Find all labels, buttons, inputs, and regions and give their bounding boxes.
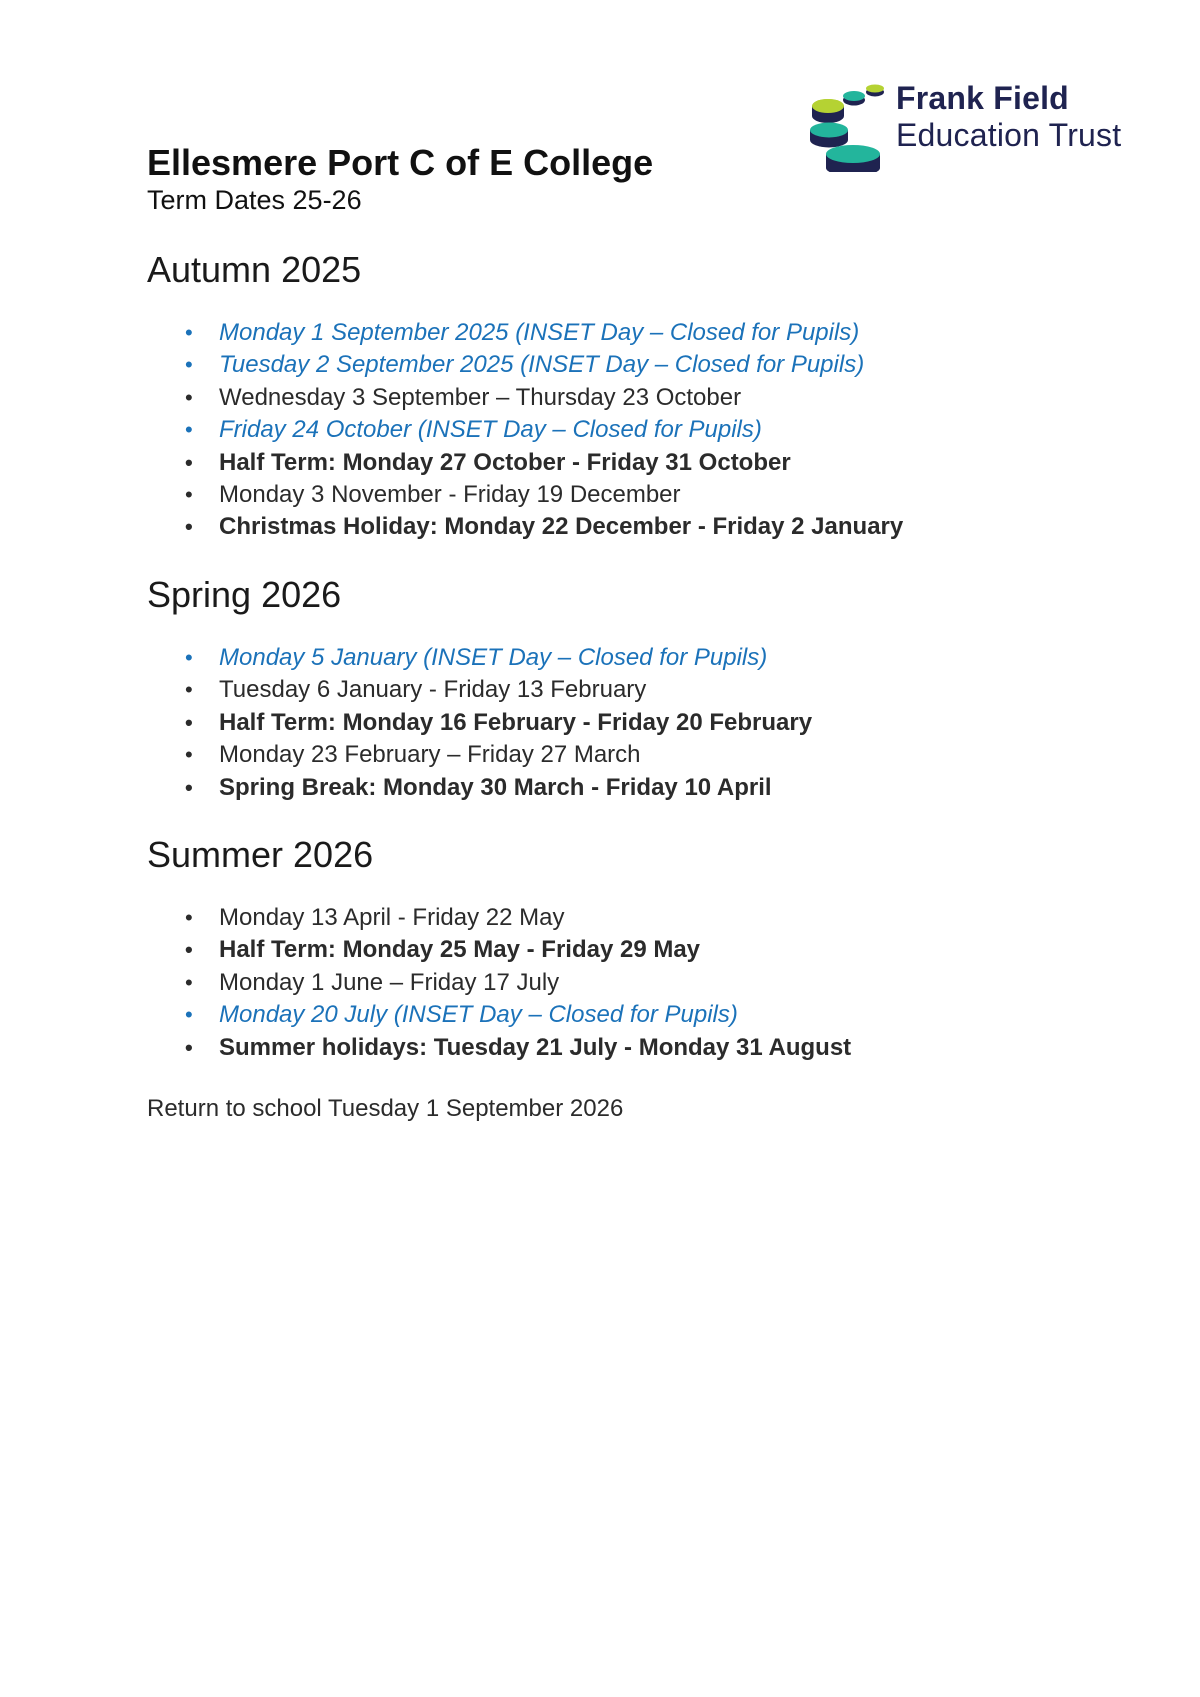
- term-date-item: [147, 772, 812, 804]
- term-date-item: [147, 934, 851, 966]
- term-date-item: [147, 1032, 851, 1064]
- term-date-text: Monday 20 July (INSET Day – Closed for Pupils): [219, 1001, 738, 1029]
- summer-term-section: [147, 834, 851, 1064]
- term-date-text: Monday 23 February – Friday 27 March: [219, 741, 641, 769]
- bullet-icon: •: [185, 320, 193, 345]
- term-date-text: Wednesday 3 September – Thursday 23 October: [219, 383, 742, 411]
- bullet-icon: •: [185, 1034, 193, 1060]
- bullet-icon: •: [185, 969, 193, 995]
- spring-term-list: [147, 642, 812, 804]
- spring-term-section: [147, 574, 812, 804]
- term-date-item: [147, 902, 851, 934]
- bullet-icon: •: [185, 677, 193, 703]
- spring-term-heading: Spring 2026: [147, 574, 342, 615]
- term-date-text: Half Term: Monday 25 May - Friday 29 May: [219, 936, 701, 964]
- bullet-icon: •: [185, 905, 193, 930]
- term-date-text: Half Term: Monday 16 February - Friday 20 February: [219, 708, 813, 736]
- bullet-icon: •: [185, 482, 193, 508]
- term-date-text: Monday 5 January (INSET Day – Closed for Pupils): [219, 644, 768, 671]
- term-date-item: [147, 479, 903, 511]
- document-subtitle: Term Dates 25-26: [147, 185, 362, 215]
- term-date-item: [147, 707, 812, 739]
- term-date-text: Summer holidays: Tuesday 21 July - Monday 31 August: [219, 1033, 852, 1061]
- bullet-icon: •: [185, 352, 193, 378]
- autumn-term-section: [147, 249, 903, 544]
- bullet-icon: •: [185, 384, 193, 410]
- logo-text-line1: Frank Field: [896, 80, 1069, 116]
- bullet-icon: •: [185, 742, 193, 768]
- bullet-icon: •: [185, 514, 193, 540]
- term-date-text: Monday 1 September 2025 (INSET Day – Closed for Pupils): [219, 319, 860, 346]
- term-date-text: Tuesday 6 January - Friday 13 February: [219, 676, 647, 704]
- term-date-text: Christmas Holiday: Monday 22 December - Friday 2 January: [219, 513, 904, 541]
- bullet-icon: •: [185, 449, 193, 475]
- document-header: [147, 142, 653, 216]
- term-date-item: [147, 349, 903, 381]
- term-date-item: [147, 447, 903, 479]
- autumn-term-heading: Autumn 2025: [147, 249, 362, 290]
- term-date-text: Tuesday 2 September 2025 (INSET Day – Closed for Pupils): [219, 351, 865, 379]
- summer-term-list: [147, 902, 851, 1064]
- bullet-icon: •: [185, 709, 193, 735]
- term-date-text: Monday 1 June – Friday 17 July: [219, 968, 560, 996]
- term-date-text: Spring Break: Monday 30 March - Friday 10 April: [219, 773, 772, 801]
- autumn-term-list: [147, 317, 903, 544]
- return-to-school-note: Return to school Tuesday 1 September 2026: [147, 1095, 624, 1122]
- school-name: Ellesmere Port C of E College: [147, 142, 654, 183]
- bullet-icon: •: [185, 774, 193, 800]
- bullet-icon: •: [185, 1002, 193, 1028]
- term-date-item: [147, 739, 812, 771]
- term-date-item: [147, 999, 851, 1031]
- stepping-stones-icon: [808, 72, 888, 172]
- term-date-item: [147, 967, 851, 999]
- term-date-item: [147, 642, 812, 674]
- trust-logo: [808, 72, 1128, 172]
- term-date-text: Friday 24 October (INSET Day – Closed for Pupils): [219, 416, 762, 444]
- term-date-text: Monday 3 November - Friday 19 December: [219, 481, 681, 509]
- bullet-icon: •: [185, 645, 193, 670]
- term-date-text: Monday 13 April - Friday 22 May: [219, 904, 565, 931]
- term-date-item: [147, 511, 903, 543]
- summer-term-heading: Summer 2026: [147, 834, 374, 875]
- logo-text-line2: Education Trust: [896, 117, 1122, 153]
- term-date-text: Half Term: Monday 27 October - Friday 31 October: [219, 448, 791, 476]
- term-date-item: [147, 414, 903, 446]
- term-date-item: [147, 674, 812, 706]
- term-date-item: [147, 382, 903, 414]
- term-date-item: [147, 317, 903, 349]
- bullet-icon: •: [185, 417, 193, 443]
- bullet-icon: •: [185, 937, 193, 963]
